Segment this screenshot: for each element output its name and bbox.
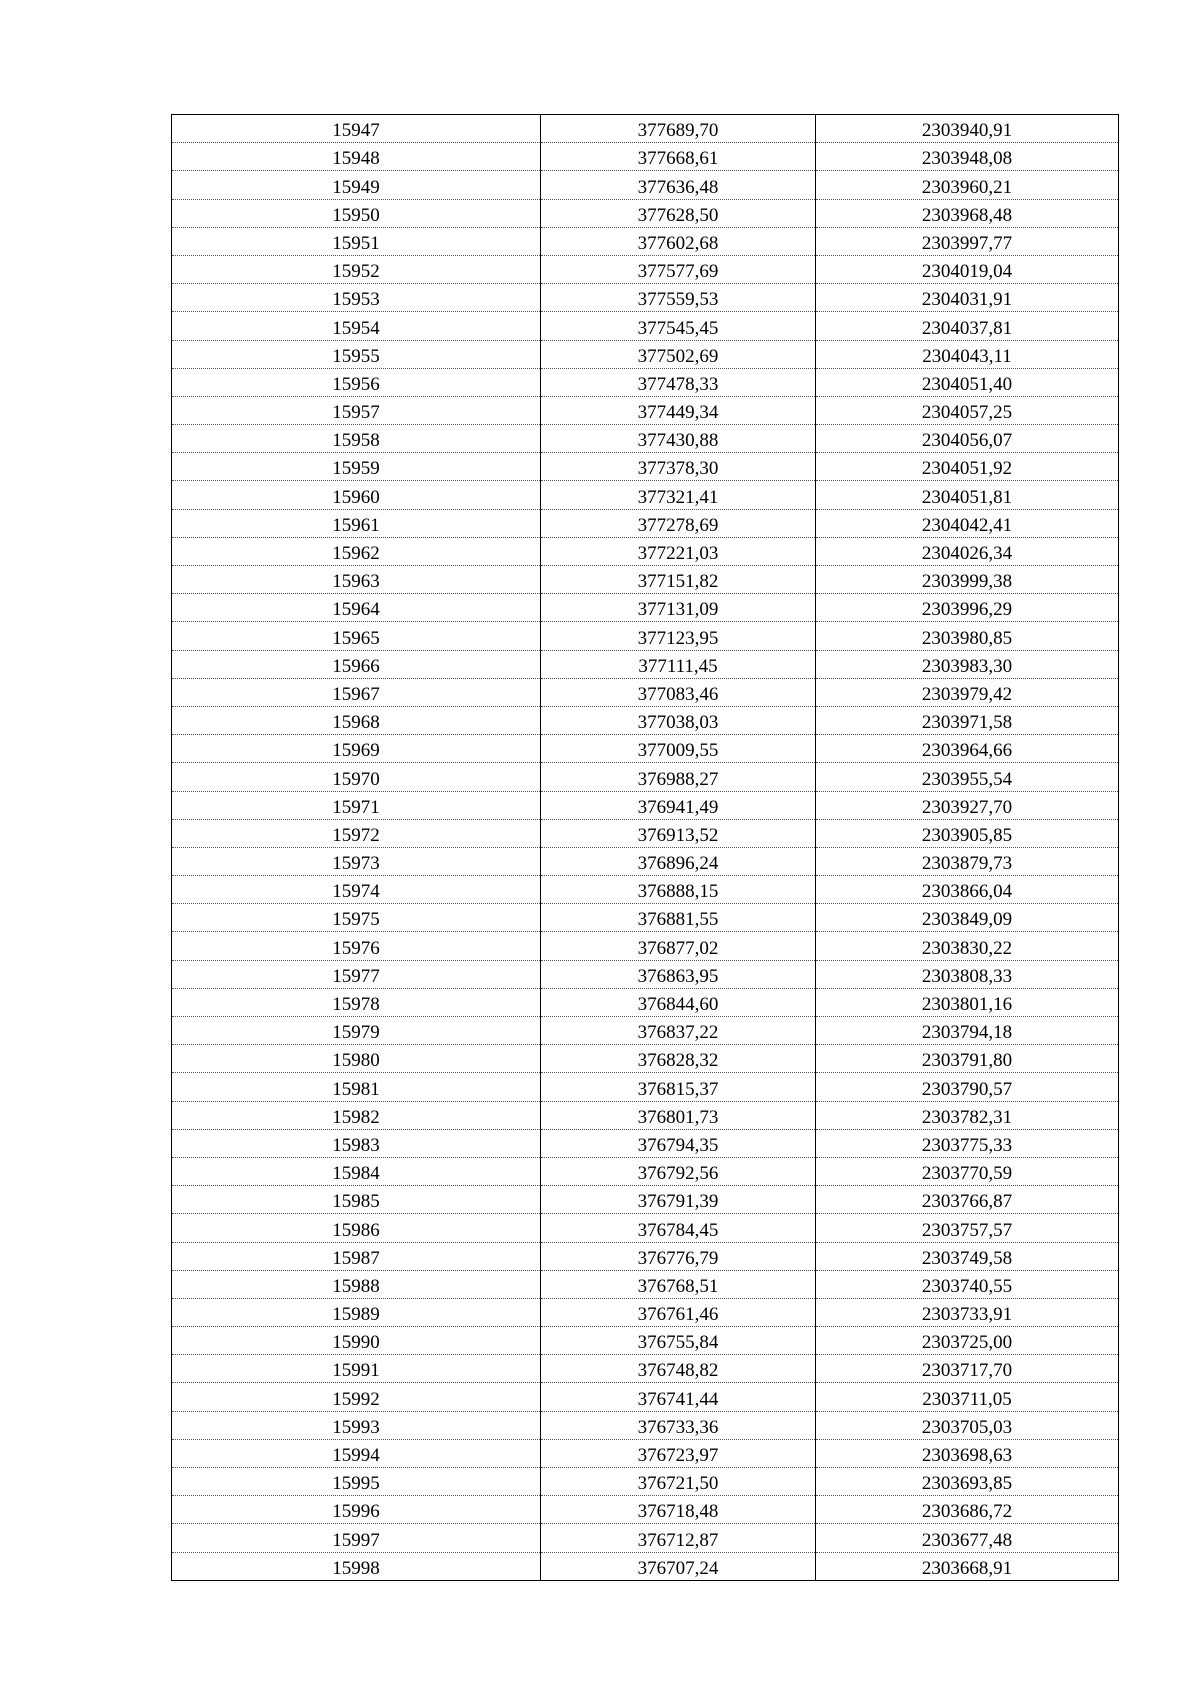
table-row <box>172 1468 1119 1496</box>
x-coordinate-cell: 377502,69 <box>541 340 816 368</box>
table-row <box>172 284 1119 312</box>
x-coordinate-cell: 376828,32 <box>541 1045 816 1073</box>
table-row <box>172 1383 1119 1411</box>
y-coordinate-cell: 2303791,80 <box>816 1045 1119 1073</box>
y-coordinate-cell: 2303997,77 <box>816 227 1119 255</box>
point-number-cell: 15984 <box>172 1157 541 1185</box>
point-number-cell: 15947 <box>172 115 541 143</box>
y-coordinate-cell: 2303964,66 <box>816 735 1119 763</box>
table-row <box>172 1524 1119 1552</box>
point-number-cell: 15950 <box>172 199 541 227</box>
y-coordinate-cell: 2304037,81 <box>816 312 1119 340</box>
table-row <box>172 1157 1119 1185</box>
table-row <box>172 904 1119 932</box>
x-coordinate-cell: 377038,03 <box>541 706 816 734</box>
point-number-cell: 15955 <box>172 340 541 368</box>
table-row <box>172 876 1119 904</box>
x-coordinate-cell: 376913,52 <box>541 819 816 847</box>
table-row <box>172 509 1119 537</box>
point-number-cell: 15959 <box>172 453 541 481</box>
y-coordinate-cell: 2303830,22 <box>816 932 1119 960</box>
x-coordinate-cell: 376896,24 <box>541 847 816 875</box>
table-row <box>172 1552 1119 1580</box>
y-coordinate-cell: 2303677,48 <box>816 1524 1119 1552</box>
x-coordinate-cell: 376988,27 <box>541 763 816 791</box>
x-coordinate-cell: 377430,88 <box>541 425 816 453</box>
y-coordinate-cell: 2304026,34 <box>816 537 1119 565</box>
x-coordinate-cell: 377378,30 <box>541 453 816 481</box>
x-coordinate-cell: 376723,97 <box>541 1439 816 1467</box>
coordinates-table-body <box>172 115 1119 1581</box>
table-row <box>172 1186 1119 1214</box>
table-row <box>172 960 1119 988</box>
x-coordinate-cell: 377577,69 <box>541 255 816 283</box>
y-coordinate-cell: 2303686,72 <box>816 1496 1119 1524</box>
y-coordinate-cell: 2303725,00 <box>816 1327 1119 1355</box>
x-coordinate-cell: 376815,37 <box>541 1073 816 1101</box>
x-coordinate-cell: 377151,82 <box>541 566 816 594</box>
y-coordinate-cell: 2303794,18 <box>816 1017 1119 1045</box>
point-number-cell: 15992 <box>172 1383 541 1411</box>
point-number-cell: 15968 <box>172 706 541 734</box>
table-row <box>172 1327 1119 1355</box>
x-coordinate-cell: 376784,45 <box>541 1214 816 1242</box>
y-coordinate-cell: 2303879,73 <box>816 847 1119 875</box>
x-coordinate-cell: 377123,95 <box>541 622 816 650</box>
y-coordinate-cell: 2304051,92 <box>816 453 1119 481</box>
x-coordinate-cell: 376801,73 <box>541 1101 816 1129</box>
x-coordinate-cell: 376877,02 <box>541 932 816 960</box>
table-row <box>172 453 1119 481</box>
table-row <box>172 1129 1119 1157</box>
coordinates-table <box>171 114 1119 1581</box>
point-number-cell: 15995 <box>172 1468 541 1496</box>
table-row <box>172 171 1119 199</box>
point-number-cell: 15969 <box>172 735 541 763</box>
point-number-cell: 15958 <box>172 425 541 453</box>
x-coordinate-cell: 377689,70 <box>541 115 816 143</box>
table-row <box>172 1355 1119 1383</box>
point-number-cell: 15975 <box>172 904 541 932</box>
x-coordinate-cell: 376776,79 <box>541 1242 816 1270</box>
point-number-cell: 15970 <box>172 763 541 791</box>
x-coordinate-cell: 377478,33 <box>541 368 816 396</box>
table-row <box>172 1242 1119 1270</box>
table-row <box>172 1411 1119 1439</box>
x-coordinate-cell: 376794,35 <box>541 1129 816 1157</box>
point-number-cell: 15965 <box>172 622 541 650</box>
y-coordinate-cell: 2303866,04 <box>816 876 1119 904</box>
point-number-cell: 15962 <box>172 537 541 565</box>
point-number-cell: 15986 <box>172 1214 541 1242</box>
point-number-cell: 15993 <box>172 1411 541 1439</box>
y-coordinate-cell: 2304019,04 <box>816 255 1119 283</box>
y-coordinate-cell: 2303801,16 <box>816 988 1119 1016</box>
x-coordinate-cell: 377111,45 <box>541 650 816 678</box>
x-coordinate-cell: 377545,45 <box>541 312 816 340</box>
table-row <box>172 1496 1119 1524</box>
point-number-cell: 15976 <box>172 932 541 960</box>
point-number-cell: 15952 <box>172 255 541 283</box>
table-row <box>172 1101 1119 1129</box>
point-number-cell: 15966 <box>172 650 541 678</box>
x-coordinate-cell: 376792,56 <box>541 1157 816 1185</box>
y-coordinate-cell: 2303960,21 <box>816 171 1119 199</box>
point-number-cell: 15953 <box>172 284 541 312</box>
y-coordinate-cell: 2303983,30 <box>816 650 1119 678</box>
point-number-cell: 15980 <box>172 1045 541 1073</box>
y-coordinate-cell: 2303955,54 <box>816 763 1119 791</box>
point-number-cell: 15983 <box>172 1129 541 1157</box>
point-number-cell: 15972 <box>172 819 541 847</box>
y-coordinate-cell: 2303766,87 <box>816 1186 1119 1214</box>
y-coordinate-cell: 2303749,58 <box>816 1242 1119 1270</box>
y-coordinate-cell: 2304043,11 <box>816 340 1119 368</box>
point-number-cell: 15994 <box>172 1439 541 1467</box>
point-number-cell: 15960 <box>172 481 541 509</box>
table-row <box>172 566 1119 594</box>
x-coordinate-cell: 376888,15 <box>541 876 816 904</box>
x-coordinate-cell: 377221,03 <box>541 537 816 565</box>
point-number-cell: 15987 <box>172 1242 541 1270</box>
y-coordinate-cell: 2303717,70 <box>816 1355 1119 1383</box>
point-number-cell: 15964 <box>172 594 541 622</box>
x-coordinate-cell: 376768,51 <box>541 1270 816 1298</box>
x-coordinate-cell: 376707,24 <box>541 1552 816 1580</box>
x-coordinate-cell: 376712,87 <box>541 1524 816 1552</box>
y-coordinate-cell: 2303979,42 <box>816 678 1119 706</box>
x-coordinate-cell: 376791,39 <box>541 1186 816 1214</box>
table-row <box>172 1439 1119 1467</box>
point-number-cell: 15981 <box>172 1073 541 1101</box>
y-coordinate-cell: 2303790,57 <box>816 1073 1119 1101</box>
point-number-cell: 15991 <box>172 1355 541 1383</box>
point-number-cell: 15998 <box>172 1552 541 1580</box>
x-coordinate-cell: 376718,48 <box>541 1496 816 1524</box>
y-coordinate-cell: 2303968,48 <box>816 199 1119 227</box>
table-row <box>172 255 1119 283</box>
table-row <box>172 847 1119 875</box>
table-row <box>172 425 1119 453</box>
y-coordinate-cell: 2303757,57 <box>816 1214 1119 1242</box>
y-coordinate-cell: 2303775,33 <box>816 1129 1119 1157</box>
table-row <box>172 988 1119 1016</box>
y-coordinate-cell: 2304057,25 <box>816 396 1119 424</box>
point-number-cell: 15973 <box>172 847 541 875</box>
y-coordinate-cell: 2303849,09 <box>816 904 1119 932</box>
y-coordinate-cell: 2303808,33 <box>816 960 1119 988</box>
table-row <box>172 1298 1119 1326</box>
table-row <box>172 537 1119 565</box>
x-coordinate-cell: 377278,69 <box>541 509 816 537</box>
y-coordinate-cell: 2304042,41 <box>816 509 1119 537</box>
table-row <box>172 594 1119 622</box>
x-coordinate-cell: 377449,34 <box>541 396 816 424</box>
y-coordinate-cell: 2303980,85 <box>816 622 1119 650</box>
table-row <box>172 763 1119 791</box>
point-number-cell: 15961 <box>172 509 541 537</box>
x-coordinate-cell: 377131,09 <box>541 594 816 622</box>
table-row <box>172 1270 1119 1298</box>
x-coordinate-cell: 377009,55 <box>541 735 816 763</box>
x-coordinate-cell: 376755,84 <box>541 1327 816 1355</box>
y-coordinate-cell: 2303999,38 <box>816 566 1119 594</box>
table-row <box>172 396 1119 424</box>
table-row <box>172 706 1119 734</box>
point-number-cell: 15951 <box>172 227 541 255</box>
y-coordinate-cell: 2303705,03 <box>816 1411 1119 1439</box>
x-coordinate-cell: 377559,53 <box>541 284 816 312</box>
y-coordinate-cell: 2304056,07 <box>816 425 1119 453</box>
table-row <box>172 819 1119 847</box>
point-number-cell: 15996 <box>172 1496 541 1524</box>
table-row <box>172 368 1119 396</box>
x-coordinate-cell: 376941,49 <box>541 791 816 819</box>
point-number-cell: 15957 <box>172 396 541 424</box>
point-number-cell: 15977 <box>172 960 541 988</box>
table-row <box>172 791 1119 819</box>
point-number-cell: 15978 <box>172 988 541 1016</box>
point-number-cell: 15949 <box>172 171 541 199</box>
table-row <box>172 735 1119 763</box>
table-row <box>172 481 1119 509</box>
y-coordinate-cell: 2303782,31 <box>816 1101 1119 1129</box>
point-number-cell: 15948 <box>172 143 541 171</box>
y-coordinate-cell: 2303693,85 <box>816 1468 1119 1496</box>
x-coordinate-cell: 376761,46 <box>541 1298 816 1326</box>
table-row <box>172 1045 1119 1073</box>
y-coordinate-cell: 2303948,08 <box>816 143 1119 171</box>
table-row <box>172 932 1119 960</box>
y-coordinate-cell: 2303905,85 <box>816 819 1119 847</box>
y-coordinate-cell: 2303927,70 <box>816 791 1119 819</box>
point-number-cell: 15974 <box>172 876 541 904</box>
x-coordinate-cell: 376837,22 <box>541 1017 816 1045</box>
x-coordinate-cell: 377602,68 <box>541 227 816 255</box>
table-row <box>172 1214 1119 1242</box>
point-number-cell: 15990 <box>172 1327 541 1355</box>
y-coordinate-cell: 2303740,55 <box>816 1270 1119 1298</box>
y-coordinate-cell: 2303971,58 <box>816 706 1119 734</box>
x-coordinate-cell: 377083,46 <box>541 678 816 706</box>
point-number-cell: 15997 <box>172 1524 541 1552</box>
point-number-cell: 15956 <box>172 368 541 396</box>
table-row <box>172 678 1119 706</box>
y-coordinate-cell: 2303770,59 <box>816 1157 1119 1185</box>
x-coordinate-cell: 376881,55 <box>541 904 816 932</box>
table-row <box>172 312 1119 340</box>
x-coordinate-cell: 377668,61 <box>541 143 816 171</box>
x-coordinate-cell: 376863,95 <box>541 960 816 988</box>
point-number-cell: 15979 <box>172 1017 541 1045</box>
x-coordinate-cell: 376721,50 <box>541 1468 816 1496</box>
y-coordinate-cell: 2303698,63 <box>816 1439 1119 1467</box>
table-row <box>172 115 1119 143</box>
point-number-cell: 15989 <box>172 1298 541 1326</box>
y-coordinate-cell: 2303668,91 <box>816 1552 1119 1580</box>
y-coordinate-cell: 2303711,05 <box>816 1383 1119 1411</box>
point-number-cell: 15954 <box>172 312 541 340</box>
point-number-cell: 15988 <box>172 1270 541 1298</box>
table-row <box>172 227 1119 255</box>
x-coordinate-cell: 377636,48 <box>541 171 816 199</box>
point-number-cell: 15985 <box>172 1186 541 1214</box>
y-coordinate-cell: 2304051,81 <box>816 481 1119 509</box>
table-row <box>172 1017 1119 1045</box>
x-coordinate-cell: 376733,36 <box>541 1411 816 1439</box>
table-row <box>172 650 1119 678</box>
table-row <box>172 340 1119 368</box>
x-coordinate-cell: 377628,50 <box>541 199 816 227</box>
x-coordinate-cell: 377321,41 <box>541 481 816 509</box>
x-coordinate-cell: 376844,60 <box>541 988 816 1016</box>
point-number-cell: 15963 <box>172 566 541 594</box>
x-coordinate-cell: 376741,44 <box>541 1383 816 1411</box>
y-coordinate-cell: 2304031,91 <box>816 284 1119 312</box>
y-coordinate-cell: 2303733,91 <box>816 1298 1119 1326</box>
y-coordinate-cell: 2303940,91 <box>816 115 1119 143</box>
table-row <box>172 622 1119 650</box>
point-number-cell: 15982 <box>172 1101 541 1129</box>
table-row <box>172 143 1119 171</box>
table-row <box>172 1073 1119 1101</box>
y-coordinate-cell: 2303996,29 <box>816 594 1119 622</box>
x-coordinate-cell: 376748,82 <box>541 1355 816 1383</box>
y-coordinate-cell: 2304051,40 <box>816 368 1119 396</box>
point-number-cell: 15967 <box>172 678 541 706</box>
point-number-cell: 15971 <box>172 791 541 819</box>
table-row <box>172 199 1119 227</box>
